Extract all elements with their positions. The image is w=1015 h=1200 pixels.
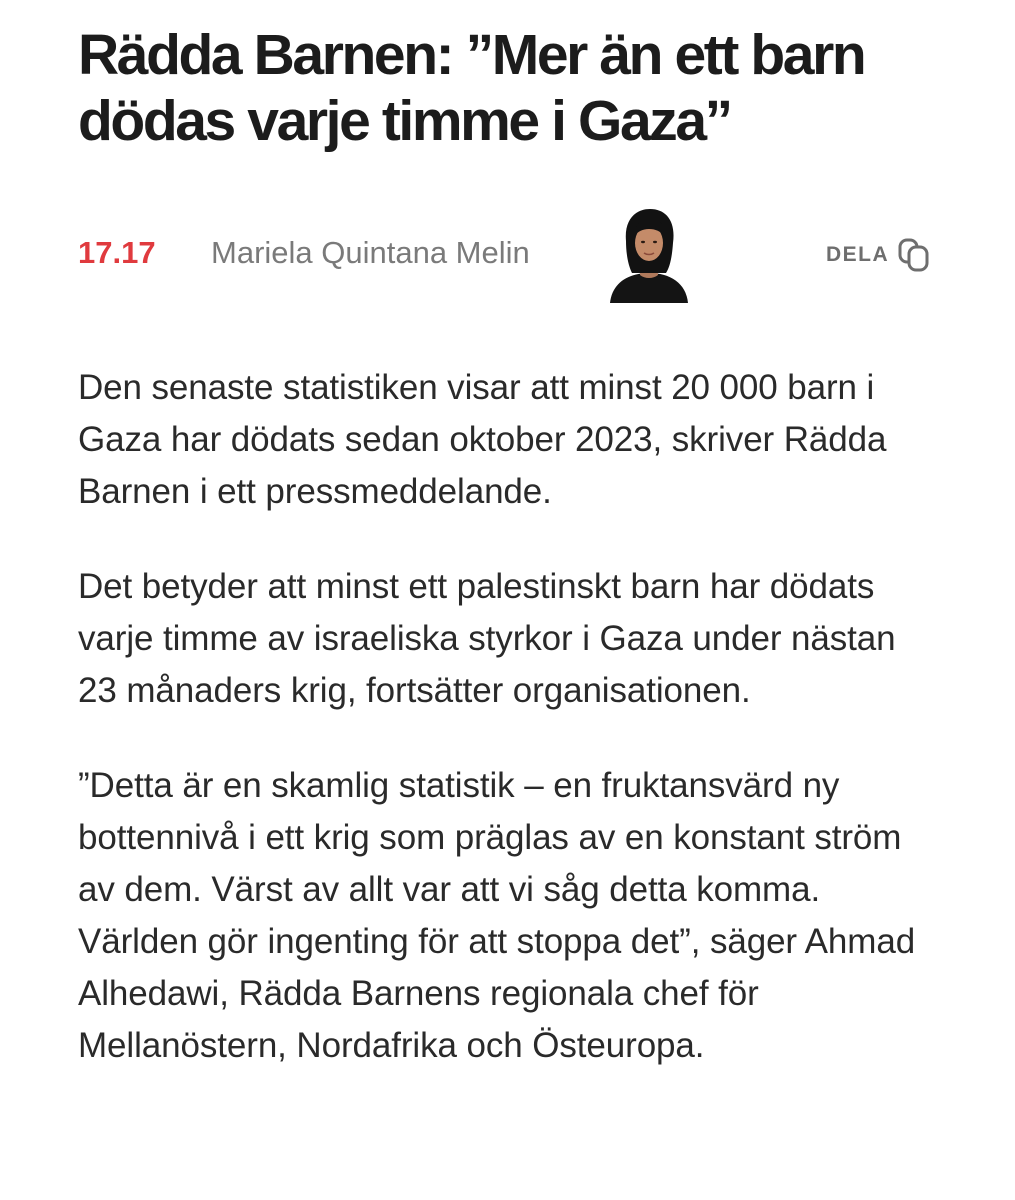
publish-time: 17.17: [78, 235, 156, 270]
author-name[interactable]: Mariela Quintana Melin: [211, 235, 530, 270]
article-headline: Rädda Barnen: ”Mer än ett barn dödas varje timme i Gaza”: [78, 23, 865, 153]
share-button[interactable]: [826, 237, 931, 273]
paragraph: ”Detta är en skamlig statistik – en fruktansvärd ny bottennivå i ett krig som präglas av en konstant ström av dem. Värst av allt var att vi såg detta komma. Världen gör ingenting för att stoppa det”, säger Ahmad Alhedawi, Rädda Barnens regionala chef för Mellanöstern, Nordafrika och Östeuropa.: [78, 766, 916, 1065]
paragraph: Det betyder att minst ett palestinskt barn har dödats varje timme av israeliska styrkor i Gaza under nästan 23 månaders krig, fortsätter organisationen.: [78, 567, 896, 710]
article: [78, 22, 958, 1065]
copy-share-icon: [897, 237, 931, 273]
byline: [78, 207, 938, 327]
author-avatar[interactable]: [608, 207, 690, 303]
share-label: DELA: [826, 243, 890, 266]
article-body: [78, 362, 918, 1115]
paragraph: Den senaste statistiken visar att minst 20 000 barn i Gaza har dödats sedan oktober 2023, skriver Rädda Barnen i ett pressmeddelande.: [78, 368, 887, 511]
